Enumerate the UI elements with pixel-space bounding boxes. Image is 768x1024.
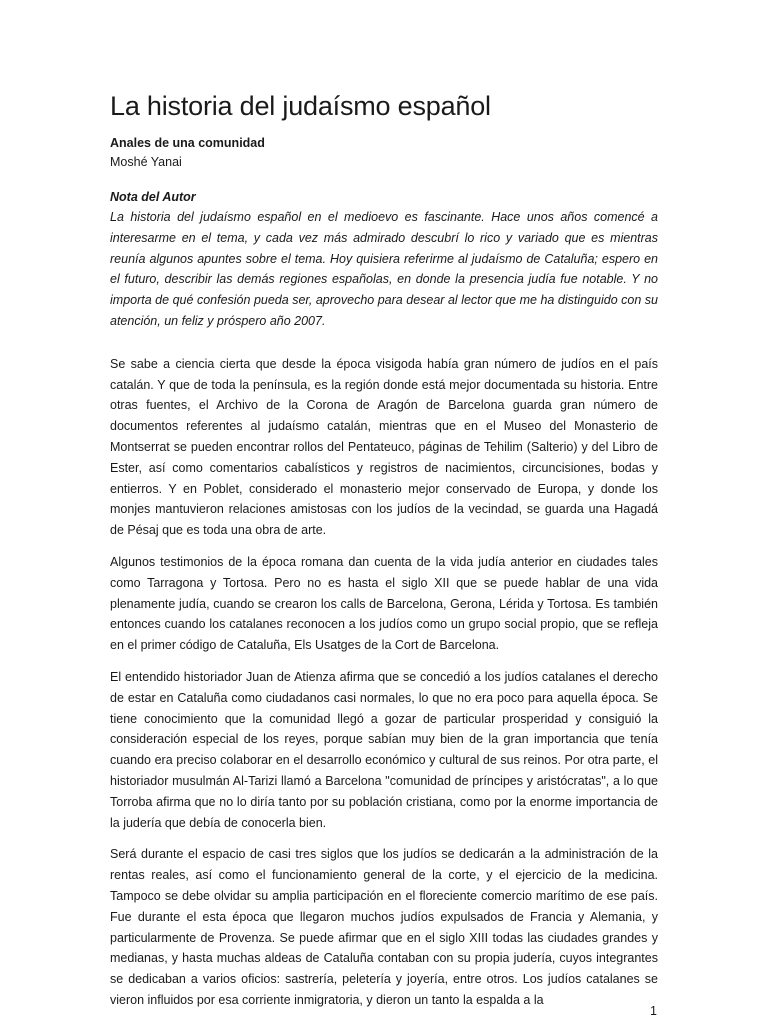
page-number: 1 bbox=[650, 1004, 657, 1018]
author-note-body: La historia del judaísmo español en el medioevo es fascinante. Hace unos años comencé a interesarme en el tema, y cada vez más admirado descubrí lo rico y variado que es mientras reunía algunos apuntes sobre el tema. Hoy quisiera referirme al judaísmo de Cataluña; espero en el futuro, describir las demás regiones españolas, en donde la presencia judía fue notable. Y no importa de qué confesión pueda ser, aprovecho para desear al lector que me ha distinguido con su atención, un feliz y próspero año 2007. bbox=[110, 210, 658, 328]
document-author: Moshé Yanai bbox=[110, 155, 182, 169]
body-paragraph-2: Algunos testimonios de la época romana dan cuenta de la vida judía anterior en ciudades tales como Tarragona y Tortosa. Pero no es hasta el siglo XII que se puede hablar de una vida plenamente judía, cuando se crearon los calls de Barcelona, Gerona, Lérida y Tortosa. Es también entonces cuando los catalanes reconocen a los judíos como un grupo social propio, que se refleja en el primer código de Cataluña, Els Usatges de la Cort de Barcelona. bbox=[110, 554, 658, 653]
body-paragraph-3: El entendido historiador Juan de Atienza afirma que se concedió a los judíos catalanes el derecho de estar en Cataluña como ciudadanos casi normales, lo que no era poco para aquella época. Se tiene conocimiento que la comunidad llegó a gozar de particular prosperidad y consiguió la consideración especial de los reyes, porque sabían muy bien de la gran importancia que tenía cuando era preciso colaborar en el desarrollo económico y cultural de sus reinos. Por otra parte, el historiador musulmán Al-Tarizi llamó a Barcelona "comunidad de príncipes y aristócratas", a lo que Torroba afirma que no lo diría tanto por su población cristiana, como por la enorme importancia de la judería que debía de conocerla bien. bbox=[110, 669, 658, 830]
document-page bbox=[110, 88, 658, 1022]
document-title: La historia del judaísmo español bbox=[110, 91, 491, 121]
author-note-heading: Nota del Autor bbox=[110, 190, 196, 204]
document-subtitle: Anales de una comunidad bbox=[110, 136, 265, 150]
body-paragraph-4: Será durante el espacio de casi tres siglos que los judíos se dedicarán a la administración de la rentas reales, así como el funcionamiento general de la corte, y el ejercicio de la medicina. Tampoco se debe olvidar su amplia participación en el floreciente comercio marítimo de ese país. Fue durante el esta época que llegaron muchos judíos expulsados de Francia y Alemania, y particularmente de Provenza. Se puede afirmar que en el siglo XIII todas las ciudades grandes y medianas, y hasta muchas aldeas de Cataluña contaban con su propia judería, cuyos integrantes se dedicaban a varios oficios: sastrería, peletería y joyería, entre otros. Los judíos catalanes se vieron influidos por esa corriente inmigratoria, y dieron un tanto la espalda a la bbox=[110, 847, 658, 1007]
body-paragraph-1: Se sabe a ciencia cierta que desde la época visigoda había gran número de judíos en el país catalán. Y que de toda la península, es la región donde está mejor documentada su historia. Entre otras fuentes, el Archivo de la Corona de Aragón de Barcelona guarda gran número de documentos referentes al judaísmo catalán, mientras que en el Museo del Monasterio de Montserrat se pueden encontrar rollos del Pentateuco, páginas de Tehilim (Salterio) y del Libro de Ester, así como comentarios cabalísticos y registros de nacimientos, circuncisiones, bodas y entierros. Y en Poblet, considerado el monasterio mejor conservado de Europa, y donde los monjes mantuvieron relaciones amistosas con los judíos de la vecindad, se guarda una Hagadá de Pésaj que es toda una obra de arte. bbox=[110, 356, 658, 538]
